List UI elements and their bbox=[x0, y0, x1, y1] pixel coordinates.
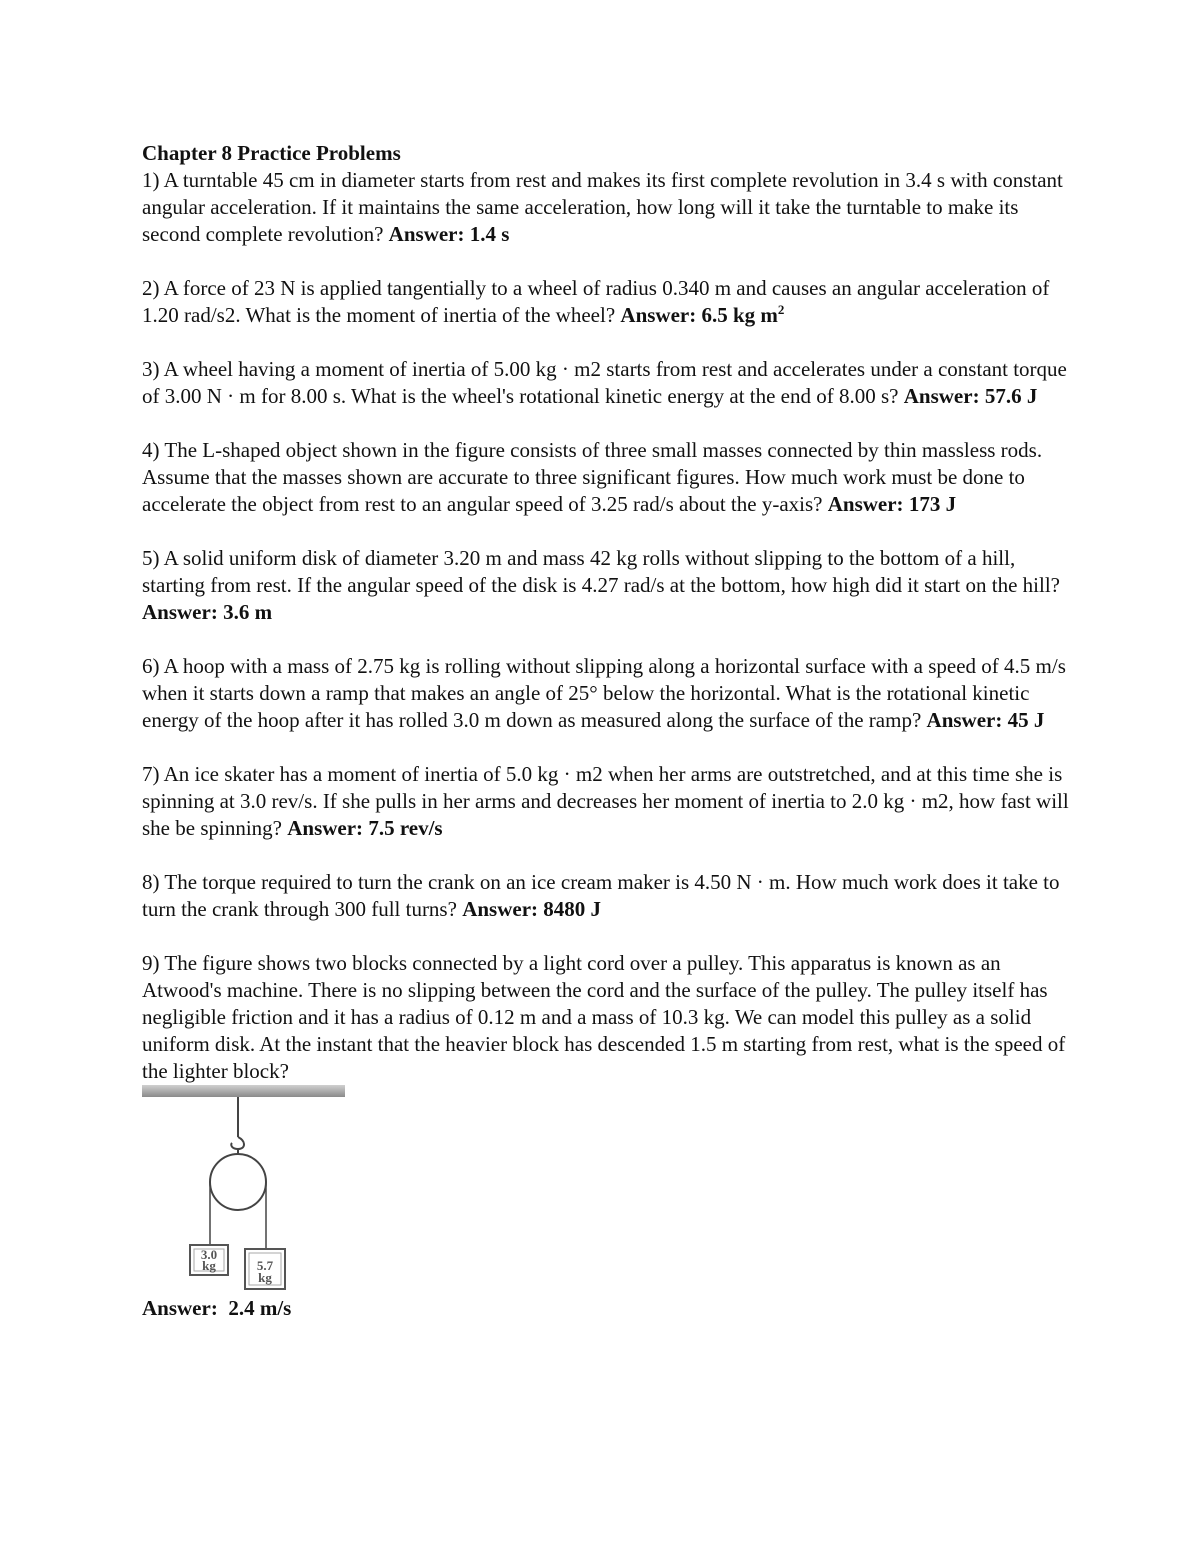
answer-value: 7.5 rev/s bbox=[368, 816, 443, 840]
pulley-wheel bbox=[210, 1154, 266, 1210]
answer-value: 173 J bbox=[908, 492, 957, 516]
ceiling-bar bbox=[142, 1085, 345, 1097]
answer-value: 3.6 m bbox=[223, 600, 273, 624]
problem-text: 7) An ice skater has a moment of inertia of 5.0 kg · m2 when her arms are outstretched, and at this time she is spinning at 3.0 rev/s. If she pulls in her arms and decreases her moment of inertia to 2.0 kg · m2, how fast will she be spinning? bbox=[142, 762, 1069, 840]
answer-superscript: 2 bbox=[777, 302, 785, 317]
answer-value: 6.5 kg m bbox=[701, 303, 778, 327]
problem-7 bbox=[142, 761, 1072, 842]
problem-1 bbox=[142, 167, 1072, 248]
problem-text: 5) A solid uniform disk of diameter 3.20 m and mass 42 kg rolls without slipping to the bottom of a hill, starting from rest. If the angular speed of the disk is 4.27 rad/s at the bottom, how high did it start on the hill? bbox=[142, 546, 1060, 597]
problem-3 bbox=[142, 356, 1072, 410]
problem-text: 1) A turntable 45 cm in diameter starts from rest and makes its first complete revolution in 3.4 s with constant angular acceleration. If it maintains the same acceleration, how long will it take the turntable to make its second complete revolution? bbox=[142, 168, 1063, 246]
left-block-unit: kg bbox=[202, 1258, 216, 1273]
left-block-value: 3.0 bbox=[200, 1247, 218, 1262]
right-block-unit: kg bbox=[258, 1270, 272, 1285]
answer-value: 57.6 J bbox=[984, 384, 1038, 408]
hook-icon bbox=[231, 1137, 244, 1149]
problem-6 bbox=[142, 653, 1072, 734]
problem-text: 4) The L-shaped object shown in the figure consists of three small masses connected by thin massless rods. Assume that the masses shown are accurate to three significant figures. How much work must be done to accelerate the object from rest to an angular speed of 3.25 rad/s about the y-axis? bbox=[142, 438, 1043, 516]
answer-label: Answer: bbox=[620, 303, 697, 327]
problem-text: 3) A wheel having a moment of inertia of 5.00 kg · m2 starts from rest and accelerates under a constant torque of 3.00 N · m for 8.00 s. What is the wheel's rotational kinetic energy at the end of 8.00 s? bbox=[142, 357, 1067, 408]
atwood-machine-diagram bbox=[142, 1085, 352, 1295]
answer-label: Answer: bbox=[827, 492, 904, 516]
problem-text: 2) A force of 23 N is applied tangentially to a wheel of radius 0.340 m and causes an angular acceleration of 1.20 rad/s2. What is the moment of inertia of the wheel? bbox=[142, 276, 1050, 327]
problem-text: 8) The torque required to turn the crank on an ice cream maker is 4.50 N · m. How much work does it take to turn the crank through 300 full turns? bbox=[142, 870, 1060, 921]
right-block-value: 5.7 bbox=[256, 1258, 274, 1273]
answer-label: Answer: bbox=[903, 384, 980, 408]
answer-value: 1.4 s bbox=[469, 222, 510, 246]
answer-value: 2.4 m/s bbox=[228, 1296, 292, 1320]
answer-value: 45 J bbox=[1007, 708, 1045, 732]
answer-label: Answer: bbox=[462, 897, 539, 921]
problem-2 bbox=[142, 275, 1072, 329]
problem-8 bbox=[142, 869, 1072, 923]
answer-label: Answer: bbox=[926, 708, 1003, 732]
problem-4 bbox=[142, 437, 1072, 518]
problem-9 bbox=[142, 950, 1072, 1322]
answer-label: Answer: bbox=[142, 1296, 218, 1320]
atwood-machine-figure bbox=[142, 1085, 352, 1295]
answer-label: Answer: bbox=[388, 222, 465, 246]
problem-5 bbox=[142, 545, 1072, 626]
answer-label: Answer: bbox=[142, 600, 218, 624]
problem-text: 6) A hoop with a mass of 2.75 kg is rolling without slipping along a horizontal surface with a speed of 4.5 m/s when it starts down a ramp that makes an angle of 25° below the horizontal. What is the rotational kinetic energy of the hoop after it has rolled 3.0 m down as measured along the surface of the ramp? bbox=[142, 654, 1066, 732]
page-title: Chapter 8 Practice Problems bbox=[142, 141, 401, 165]
document-page bbox=[142, 140, 1072, 1322]
answer-label: Answer: bbox=[287, 816, 364, 840]
answer-value: 8480 J bbox=[543, 897, 602, 921]
problem-text: 9) The figure shows two blocks connected by a light cord over a pulley. This apparatus is known as an Atwood's machine. There is no slipping between the cord and the surface of the pulley. The pulley itself has negligible friction and it has a radius of 0.12 m and a mass of 10.3 kg. We can model this pulley as a solid uniform disk. At the instant that the heavier block has descended 1.5 m starting from rest, what is the speed of the lighter block? bbox=[142, 951, 1066, 1083]
